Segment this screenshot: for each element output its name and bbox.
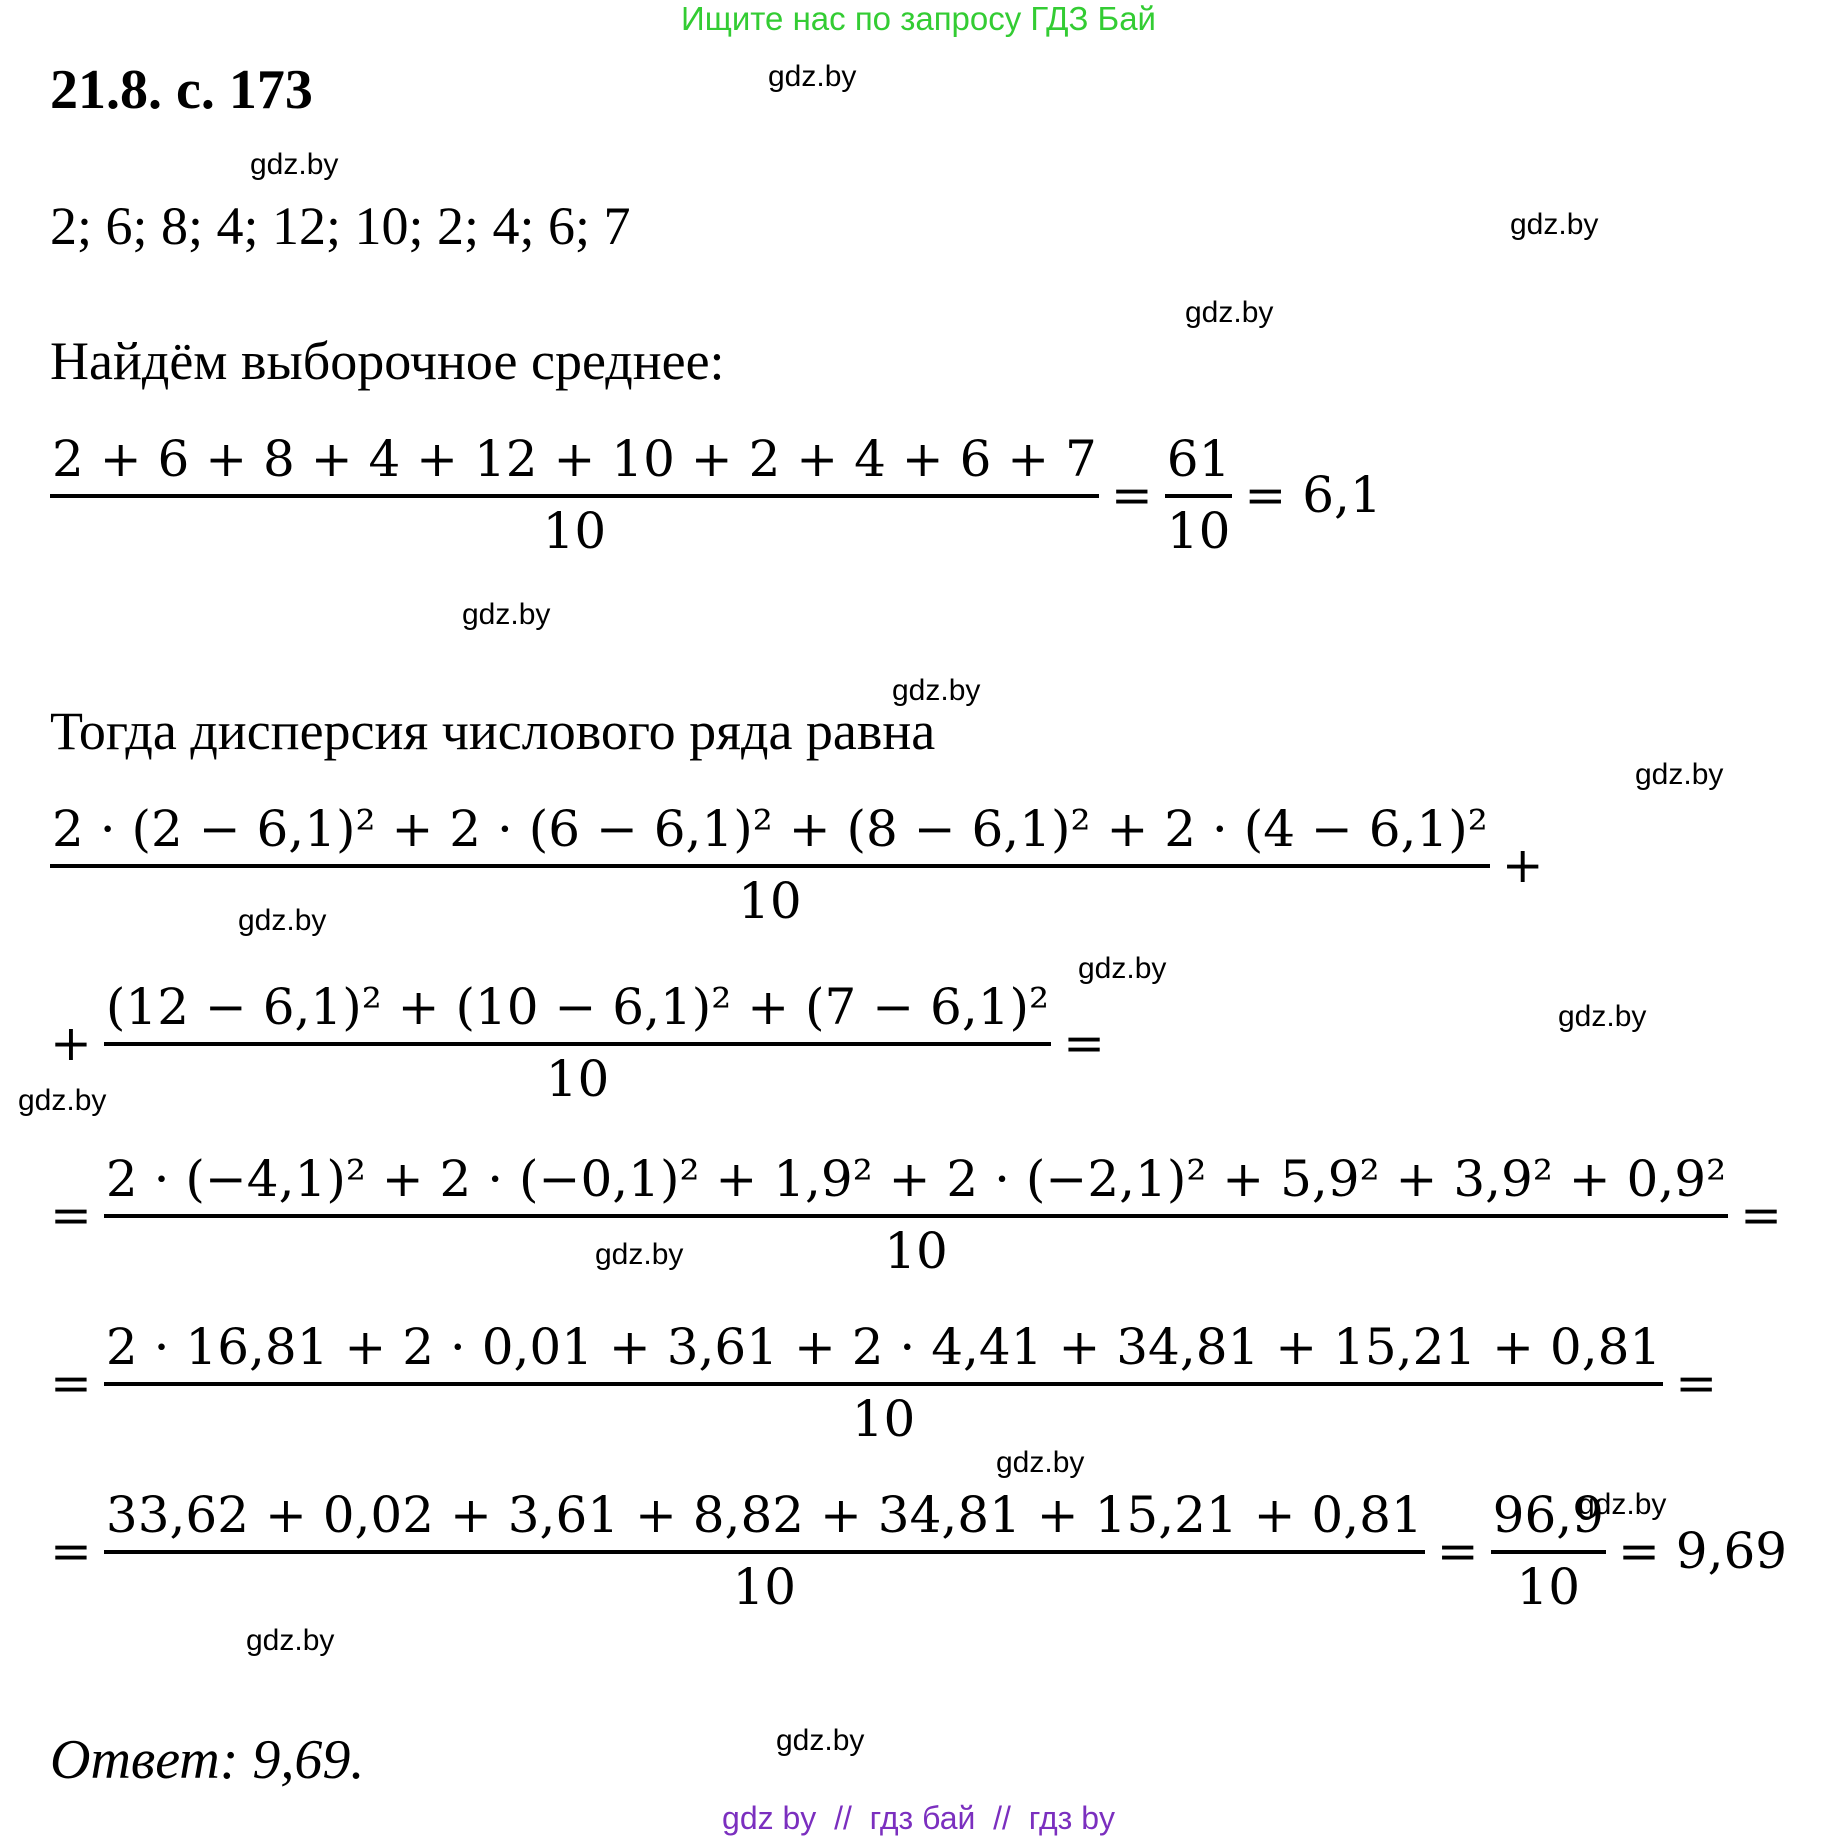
watermark: gdz.by: [250, 148, 339, 181]
footer-text: gdz by // гдз бай // гдз by: [722, 1800, 1115, 1836]
equals-sign: =: [1063, 1014, 1106, 1072]
watermark: gdz.by: [18, 1084, 107, 1117]
variance-fraction-3: [104, 1150, 1728, 1280]
equals-sign: =: [1675, 1354, 1718, 1412]
mean-denominator: 10: [542, 502, 607, 560]
watermark: gdz.by: [996, 1446, 1085, 1479]
variance-line-3: [50, 1150, 1794, 1280]
variance-line-4: [50, 1318, 1729, 1448]
variance-heading: Тогда дисперсия числового ряда равна: [50, 701, 936, 761]
problem-title: 21.8. с. 173: [50, 59, 313, 121]
variance-result: = 9,69: [1617, 1522, 1788, 1580]
variance-line5-numerator: 33,62 + 0,02 + 3,61 + 8,82 + 34,81 + 15,21 + 0,81: [105, 1486, 1423, 1544]
banner-text: Ищите нас по запросу ГДЗ Бай: [681, 0, 1156, 37]
mean-result: = 6,1: [1244, 466, 1382, 524]
watermark: gdz.by: [595, 1238, 684, 1271]
variance-line5-denominator: 10: [732, 1558, 797, 1616]
variance-fraction-5: [104, 1486, 1425, 1616]
watermark: gdz.by: [1578, 1488, 1667, 1521]
mean-frac2-denominator: 10: [1166, 502, 1231, 560]
watermark: gdz.by: [768, 60, 857, 93]
variance-line4-denominator: 10: [851, 1390, 916, 1448]
variance-line-2: [50, 978, 1117, 1108]
variance-line2-denominator: 10: [545, 1050, 610, 1108]
plus-sign: +: [50, 1014, 92, 1072]
watermark: gdz.by: [1558, 1000, 1647, 1033]
equals-sign: =: [50, 1522, 92, 1580]
variance-line2-numerator: (12 − 6,1)² + (10 − 6,1)² + (7 − 6,1)²: [105, 978, 1050, 1036]
equals-sign: =: [1740, 1186, 1783, 1244]
watermark: gdz.by: [776, 1724, 865, 1757]
watermark: gdz.by: [1078, 952, 1167, 985]
variance-frac6-numerator: 96,9: [1492, 1486, 1604, 1544]
equals-sign: =: [50, 1186, 92, 1244]
search-banner: [0, 0, 1837, 38]
variance-line1-numerator: 2 · (2 − 6,1)² + 2 · (6 − 6,1)² + (8 − 6,1)² + 2 · (4 − 6,1)²: [52, 800, 1488, 858]
variance-line-5: [50, 1486, 1799, 1616]
watermark: gdz.by: [1635, 758, 1724, 791]
plus-sign: +: [1501, 836, 1544, 894]
data-series: 2; 6; 8; 4; 12; 10; 2; 4; 6; 7: [50, 196, 631, 256]
variance-line3-denominator: 10: [884, 1222, 948, 1280]
footer-links: [0, 1800, 1837, 1837]
variance-line4-numerator: 2 · 16,81 + 2 · 0,01 + 3,61 + 2 · 4,41 + 34,81 + 15,21 + 0,81: [105, 1318, 1662, 1376]
watermark: gdz.by: [462, 598, 551, 631]
equals-sign: =: [50, 1354, 92, 1412]
mean-frac2-numerator: 61: [1166, 430, 1231, 488]
answer: Ответ: 9,69.: [50, 1729, 365, 1791]
mean-formula: [50, 430, 1394, 560]
watermark: gdz.by: [238, 904, 327, 937]
variance-frac6-denominator: 10: [1516, 1558, 1581, 1616]
variance-line1-denominator: 10: [738, 872, 802, 930]
watermark: gdz.by: [246, 1624, 335, 1657]
watermark: gdz.by: [892, 674, 981, 707]
mean-fraction-2: [1165, 430, 1233, 560]
equals-sign: =: [1110, 466, 1153, 524]
variance-fraction-2: [104, 978, 1051, 1108]
variance-fraction-4: [104, 1318, 1663, 1448]
mean-heading: Найдём выборочное среднее:: [50, 331, 725, 391]
variance-line3-numerator: 2 · (−4,1)² + 2 · (−0,1)² + 1,9² + 2 · (−2,1)² + 5,9² + 3,9² + 0,9²: [105, 1150, 1727, 1208]
equals-sign: =: [1436, 1522, 1479, 1580]
watermark: gdz.by: [1510, 208, 1599, 241]
watermark: gdz.by: [1185, 296, 1274, 329]
mean-fraction: [50, 430, 1099, 560]
mean-numerator: 2 + 6 + 8 + 4 + 12 + 10 + 2 + 4 + 6 + 7: [52, 430, 1097, 488]
